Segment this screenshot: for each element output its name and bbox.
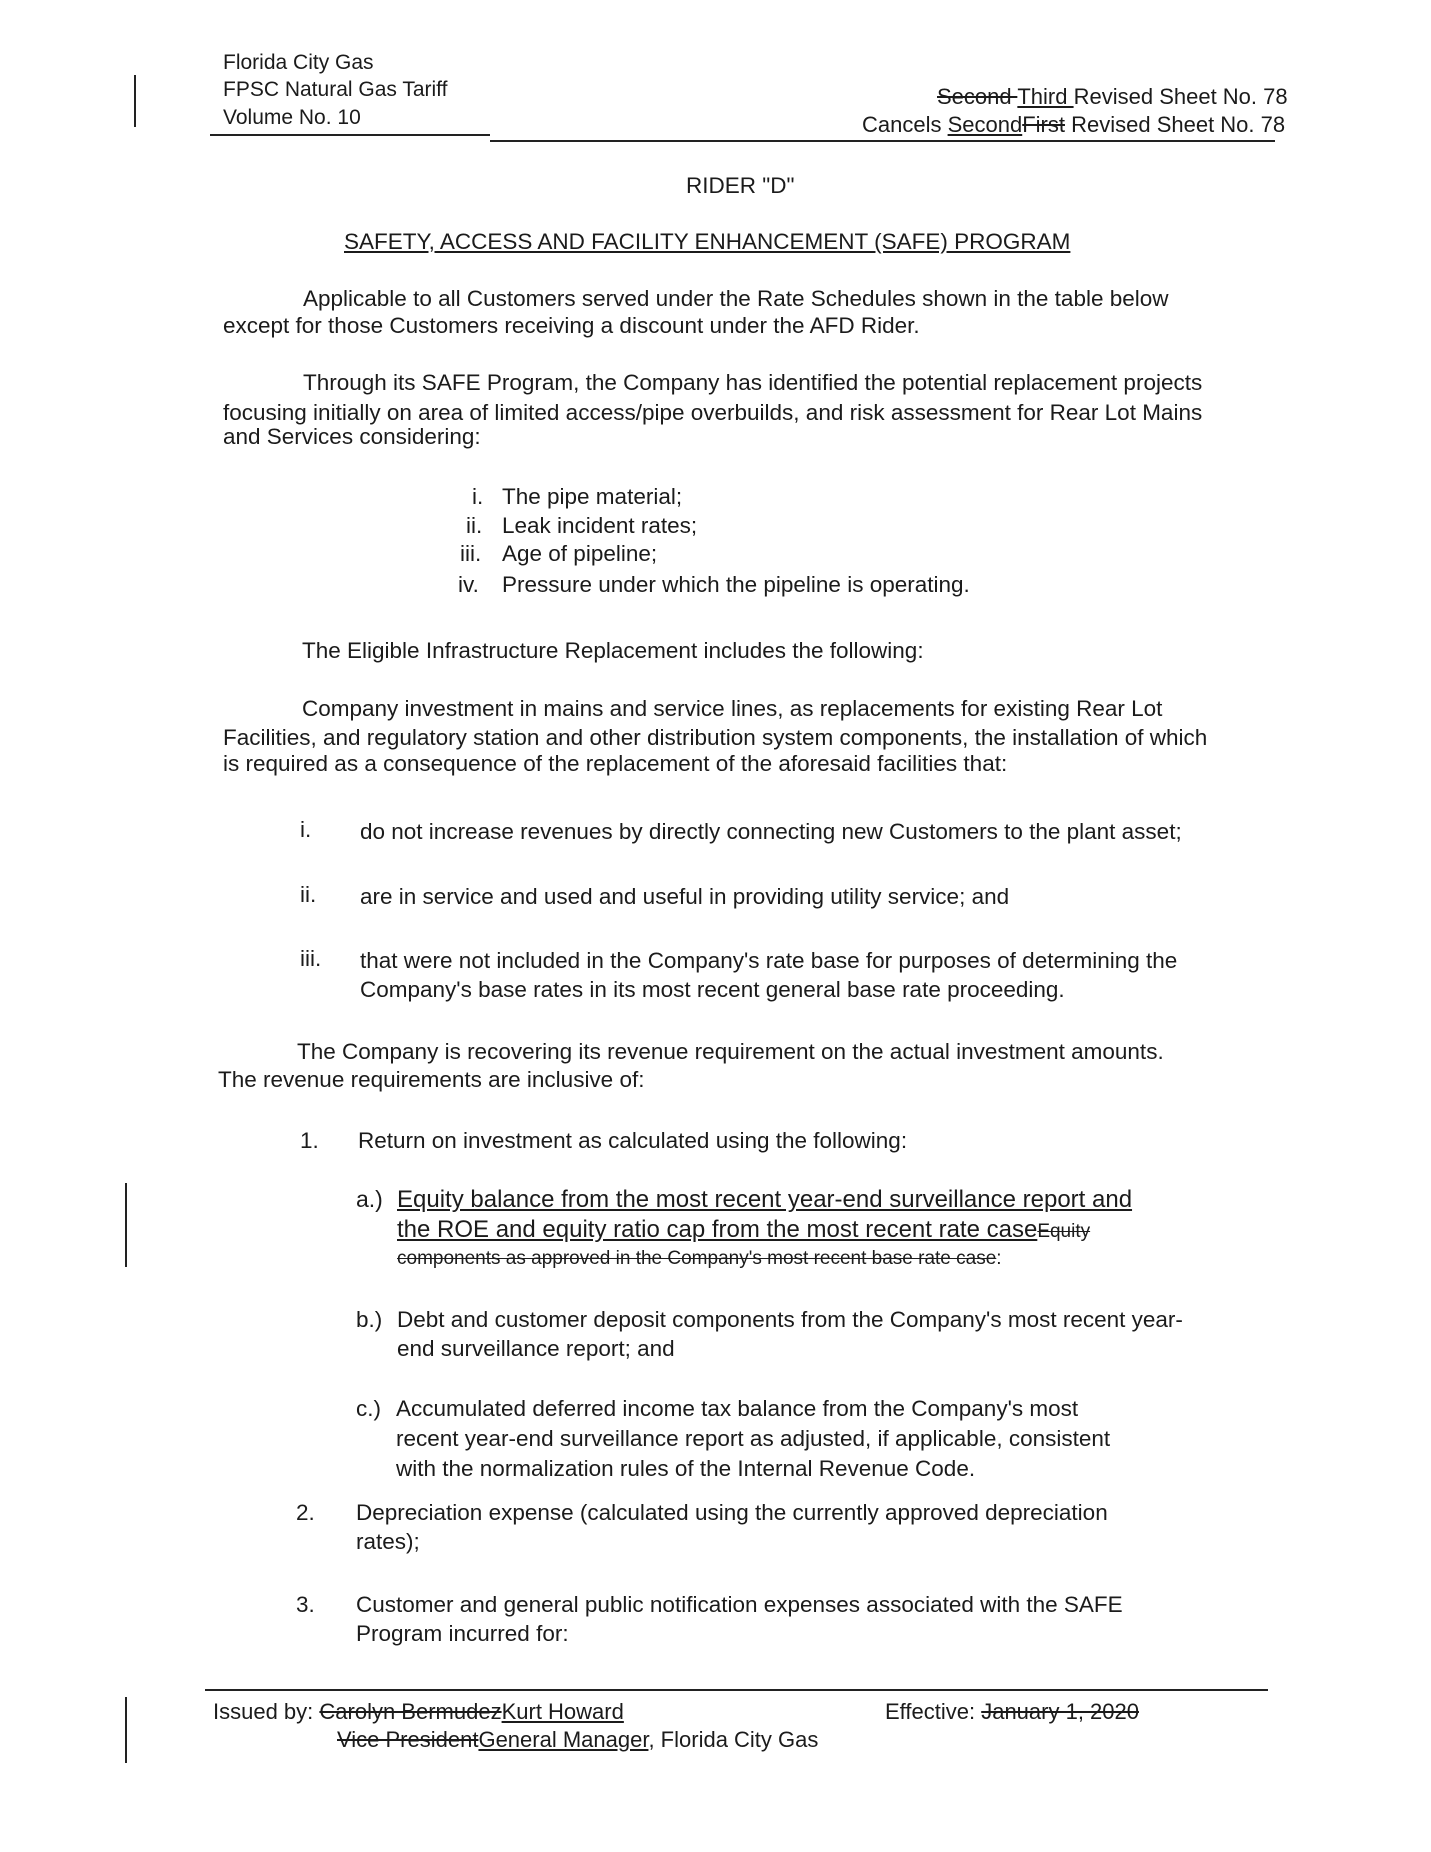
subitem-a-deleted-line-2: Equity bbox=[1037, 1221, 1091, 1242]
issuer-title-line bbox=[337, 1727, 818, 1753]
recovery-line-1: The Company is recovering its revenue requirement on the actual investment amounts. bbox=[297, 1039, 1164, 1064]
subitem-b-label: b.) bbox=[356, 1307, 383, 1332]
requirement-2-line-2: rates); bbox=[356, 1529, 420, 1554]
eligible-heading: The Eligible Infrastructure Replacement includes the following: bbox=[302, 638, 924, 663]
subitem-a-line-2 bbox=[397, 1216, 1090, 1244]
condition-number: iii. bbox=[300, 946, 322, 971]
condition-text: that were not included in the Company's rate base for purposes of determining the bbox=[360, 948, 1178, 973]
investment-line-2: Facilities, and regulatory station and other distribution system components, the installation of which bbox=[223, 725, 1208, 750]
title-inserted-text: General Manager bbox=[478, 1727, 649, 1752]
consideration-text: Pressure under which the pipeline is operating. bbox=[502, 572, 970, 597]
through-line-3: and Services considering: bbox=[223, 424, 481, 449]
recovery-line-2: The revenue requirements are inclusive of: bbox=[218, 1067, 645, 1092]
cancels-inserted-text: Second bbox=[947, 112, 1023, 137]
volume-number: Volume No. 10 bbox=[223, 106, 361, 129]
condition-text: are in service and used and useful in providing utility service; and bbox=[360, 884, 1010, 909]
cancels-prefix: Cancels bbox=[862, 112, 948, 137]
requirement-number: 2. bbox=[296, 1500, 315, 1525]
consideration-text: Age of pipeline; bbox=[502, 541, 658, 566]
issued-by-label: Issued by: bbox=[213, 1699, 320, 1724]
consideration-number: iii. bbox=[460, 541, 482, 566]
requirement-text: Return on investment as calculated using the following: bbox=[358, 1128, 908, 1153]
subitem-c-line-1: Accumulated deferred income tax balance from the Company's most bbox=[396, 1396, 1079, 1421]
cancels-deleted-text: First bbox=[1022, 112, 1065, 137]
company-name: Florida City Gas bbox=[223, 51, 374, 74]
subitem-a-inserted-line-2: the ROE and equity ratio cap from the most recent rate case bbox=[397, 1216, 1038, 1243]
consideration-number: iv. bbox=[458, 572, 479, 597]
subitem-a-line-3 bbox=[397, 1248, 1002, 1270]
subitem-b-line-2: end surveillance report; and bbox=[397, 1336, 675, 1361]
effective-line bbox=[885, 1699, 1139, 1725]
condition-number: i. bbox=[300, 817, 312, 842]
program-title: SAFETY, ACCESS AND FACILITY ENHANCEMENT (SAFE) PROGRAM bbox=[344, 229, 1071, 254]
issued-by-line bbox=[213, 1699, 624, 1725]
header-rule-left bbox=[210, 134, 490, 136]
applicable-line-1: Applicable to all Customers served under the Rate Schedules shown in the table below bbox=[303, 286, 1169, 311]
consideration-text: Leak incident rates; bbox=[502, 513, 698, 538]
condition-text: do not increase revenues by directly connecting new Customers to the plant asset; bbox=[360, 819, 1182, 844]
subitem-a-end: : bbox=[996, 1248, 1002, 1269]
revision-bar-header bbox=[134, 75, 136, 127]
through-line-2: focusing initially on area of limited access/pipe overbuilds, and risk assessment for Rear Lot Mains bbox=[223, 400, 1203, 425]
footer-rule bbox=[205, 1689, 1268, 1691]
subitem-c-line-3: with the normalization rules of the Internal Revenue Code. bbox=[396, 1456, 976, 1481]
cancels-line bbox=[862, 112, 1285, 138]
consideration-text: The pipe material; bbox=[502, 484, 683, 509]
sheet-rest-text: Revised Sheet No. 78 bbox=[1073, 84, 1288, 109]
requirement-number: 3. bbox=[296, 1592, 315, 1617]
sheet-inserted-text: Third bbox=[1017, 84, 1074, 109]
consideration-number: ii. bbox=[466, 513, 483, 538]
condition-number: ii. bbox=[300, 882, 317, 907]
subitem-a-deleted-line-3: components as approved in the Company's most recent base rate case bbox=[397, 1248, 997, 1269]
revision-bar-footer bbox=[125, 1697, 127, 1763]
requirement-3-line-1: Customer and general public notification expenses associated with the SAFE bbox=[356, 1592, 1123, 1617]
cancels-rest-text: Revised Sheet No. 78 bbox=[1064, 112, 1286, 137]
sheet-deleted-text: Second bbox=[937, 84, 1018, 109]
issuer-inserted-text: Kurt Howard bbox=[501, 1699, 624, 1724]
subitem-a-inserted-line-1: Equity balance from the most recent year-end surveillance report and bbox=[397, 1186, 1133, 1213]
title-deleted-text: Vice President bbox=[337, 1727, 479, 1752]
subitem-c-label: c.) bbox=[356, 1396, 381, 1421]
header-rule-right bbox=[490, 140, 1275, 142]
rider-title: RIDER "D" bbox=[686, 173, 795, 198]
subitem-a-label: a.) bbox=[356, 1186, 383, 1212]
title-rest-text: , Florida City Gas bbox=[648, 1727, 819, 1752]
requirement-3-line-2: Program incurred for: bbox=[356, 1621, 569, 1646]
applicable-line-2: except for those Customers receiving a discount under the AFD Rider. bbox=[223, 313, 920, 338]
requirement-2-line-1: Depreciation expense (calculated using the currently approved depreciation bbox=[356, 1500, 1108, 1525]
effective-label: Effective: bbox=[885, 1699, 982, 1724]
subitem-b-line-1: Debt and customer deposit components from the Company's most recent year- bbox=[397, 1307, 1183, 1332]
tariff-name: FPSC Natural Gas Tariff bbox=[223, 78, 448, 101]
consideration-number: i. bbox=[472, 484, 484, 509]
effective-deleted-date: January 1, 2020 bbox=[981, 1699, 1139, 1724]
through-line-1: Through its SAFE Program, the Company has identified the potential replacement projects bbox=[303, 370, 1203, 395]
issuer-deleted-text: Carolyn Bermudez bbox=[319, 1699, 502, 1724]
subitem-c-line-2: recent year-end surveillance report as adjusted, if applicable, consistent bbox=[396, 1426, 1111, 1451]
requirement-number: 1. bbox=[300, 1128, 319, 1153]
condition-text-continued: Company's base rates in its most recent general base rate proceeding. bbox=[360, 977, 1065, 1002]
investment-line-3: is required as a consequence of the replacement of the aforesaid facilities that: bbox=[223, 751, 1008, 776]
revision-bar-equity bbox=[125, 1183, 127, 1267]
sheet-number bbox=[937, 84, 1288, 110]
investment-line-1: Company investment in mains and service lines, as replacements for existing Rear Lot bbox=[302, 696, 1163, 721]
